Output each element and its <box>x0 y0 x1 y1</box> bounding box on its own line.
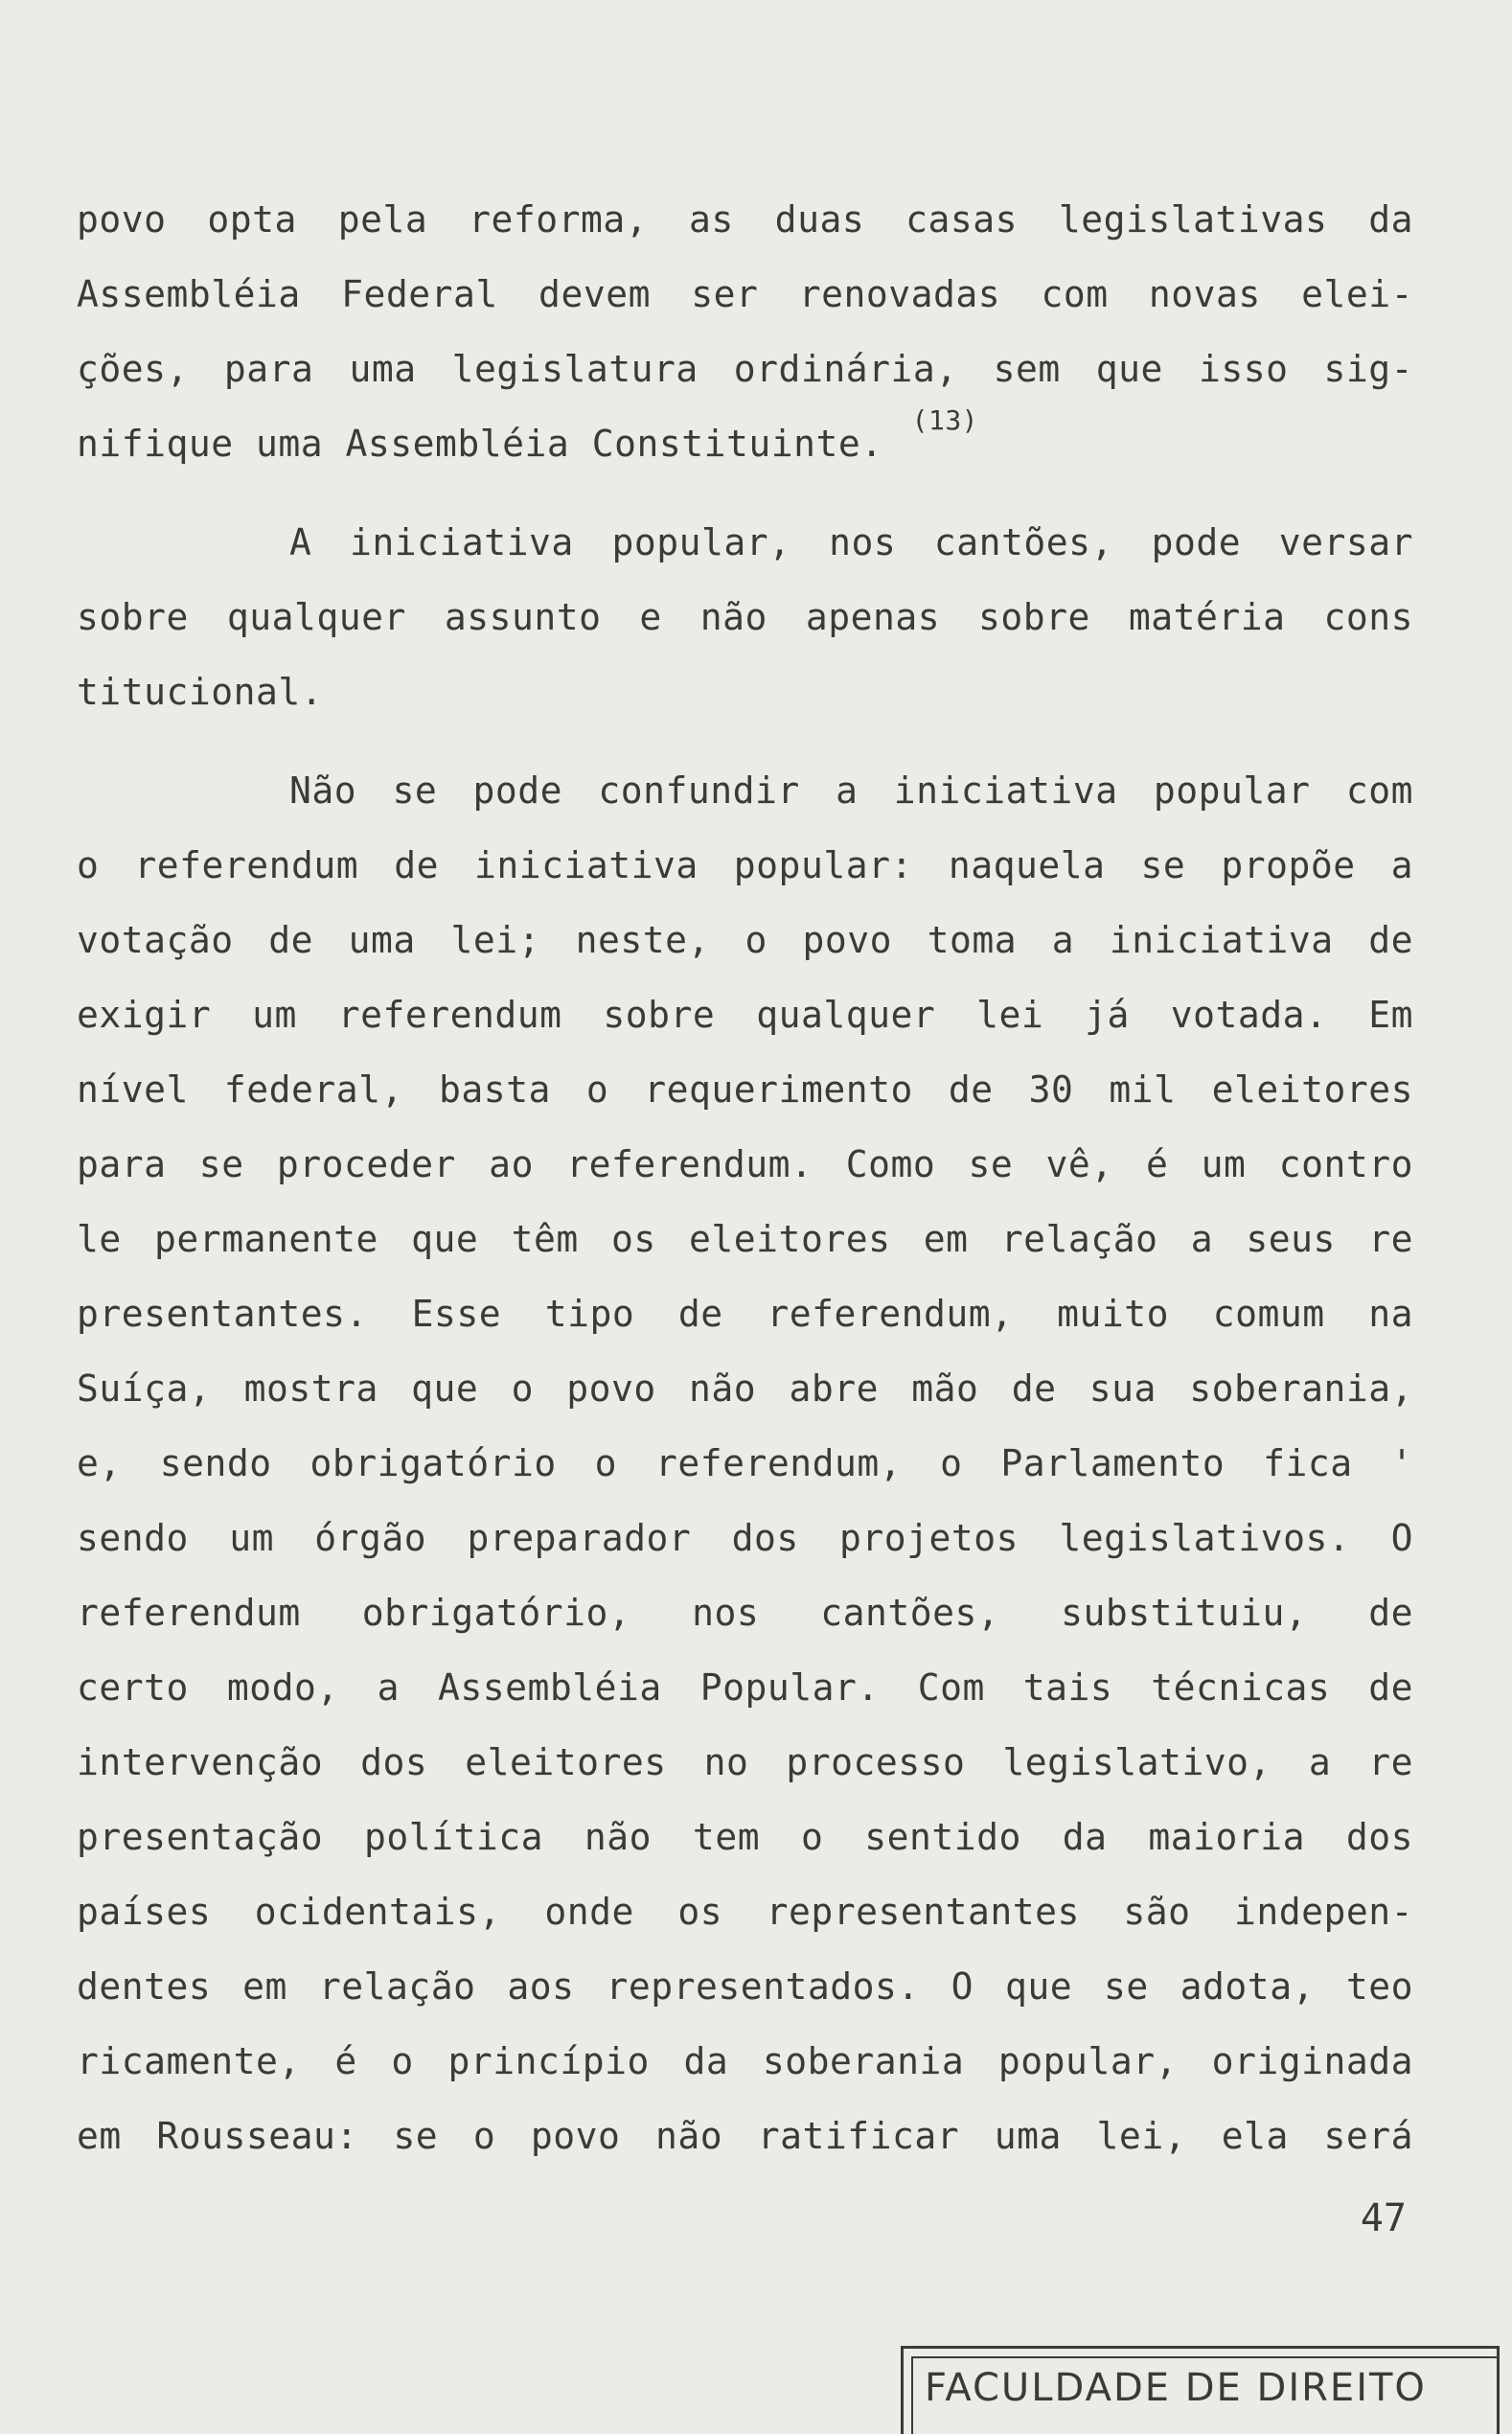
text-line: presentação política não tem o sentido da maioria dos <box>77 1816 1413 1858</box>
document-body <box>77 182 1413 2173</box>
text-line: ricamente, é o princípio da soberania popular, originada <box>77 2040 1413 2082</box>
text-line: Assembléia Federal devem ser renovadas com novas elei- <box>77 273 1413 315</box>
text-line: para se proceder ao referendum. Como se vê, é um contro <box>77 1143 1413 1185</box>
text-line: ções, para uma legislatura ordinária, sem que isso sig- <box>77 348 1413 390</box>
text-line: certo modo, a Assembléia Popular. Com tais técnicas de <box>77 1666 1413 1709</box>
text-line: nifique uma Assembléia Constituinte. <box>77 423 883 465</box>
text-line: Suíça, mostra que o povo não abre mão de sua soberania, <box>77 1367 1413 1410</box>
text-line: Não se pode confundir a iniciativa popular com <box>289 769 1413 812</box>
text-line: nível federal, basta o requerimento de 30 mil eleitores <box>77 1068 1413 1111</box>
text-line: presentantes. Esse tipo de referendum, muito comum na <box>77 1293 1413 1335</box>
text-line: A iniciativa popular, nos cantões, pode versar <box>289 521 1413 563</box>
paragraph-2 <box>77 505 1413 729</box>
footnote-marker: (13) <box>911 404 979 436</box>
paragraph-3 <box>77 753 1413 2173</box>
text-line: le permanente que têm os eleitores em relação a seus re <box>77 1218 1413 1260</box>
text-line: em Rousseau: se o povo não ratificar uma lei, ela será <box>77 2115 1413 2157</box>
text-line: titucional. <box>77 671 324 713</box>
text-line: o referendum de iniciativa popular: naquela se propõe a <box>77 844 1413 886</box>
text-line: sendo um órgão preparador dos projetos legislativos. O <box>77 1517 1413 1559</box>
text-line: referendum obrigatório, nos cantões, substituiu, de <box>77 1592 1413 1634</box>
text-line: votação de uma lei; neste, o povo toma a iniciativa de <box>77 919 1413 961</box>
page-number: 47 <box>1360 2196 1407 2240</box>
text-line: sobre qualquer assunto e não apenas sobre matéria cons <box>77 596 1413 638</box>
text-line: e, sendo obrigatório o referendum, o Parlamento fica ' <box>77 1442 1413 1484</box>
text-line: países ocidentais, onde os representantes são indepen- <box>77 1891 1413 1933</box>
text-line: dentes em relação aos representados. O que se adota, teo <box>77 1965 1413 2008</box>
text-line: exigir um referendum sobre qualquer lei já votada. Em <box>77 994 1413 1036</box>
text-line-with-footnote <box>77 406 1413 481</box>
text-line: povo opta pela reforma, as duas casas legislativas da <box>77 198 1413 241</box>
text-line: intervenção dos eleitores no processo legislativo, a re <box>77 1741 1413 1783</box>
paragraph-1 <box>77 182 1413 481</box>
library-stamp: FACULDADE DE DIREITO <box>901 2346 1500 2434</box>
